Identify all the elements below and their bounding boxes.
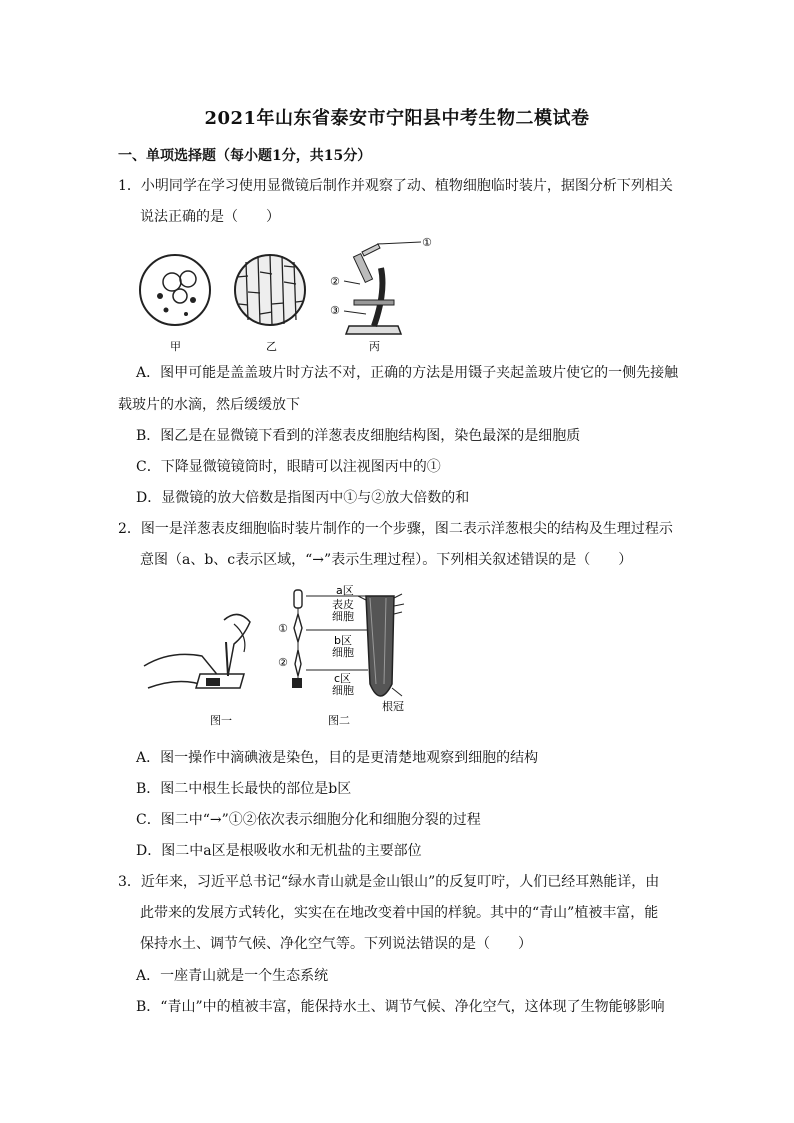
q1-option-a-line2: 载玻片的水滴，然后缓缓放下 <box>118 397 300 413</box>
q2-option-a: A．图一操作中滴碘液是染色，目的是更清楚地观察到细胞的结构 <box>136 750 539 766</box>
page-title: 2021年山东省泰安市宁阳县中考生物二模试卷 <box>204 108 590 129</box>
q2-stem-line2: 意图（a、b、c表示区域，“→”表示生理过程）。下列相关叙述错误的是（ ） <box>140 552 633 568</box>
q1-caption-jia: 甲 <box>170 340 181 353</box>
q1-figure <box>136 232 436 354</box>
label-root-cap: 根冠 <box>382 700 404 713</box>
q1-marker-2: ② <box>330 275 340 288</box>
q1-option-b: B．图乙是在显微镜下看到的洋葱表皮细胞结构图，染色最深的是细胞质 <box>136 428 581 444</box>
q1-marker-1: ① <box>422 236 432 249</box>
figure-bing-microscope <box>344 242 421 334</box>
q3-stem-line2: 此带来的发展方式转化，实实在在地改变着中国的样貌。其中的“青山”植被丰富，能 <box>140 905 659 921</box>
q3-stem-line1: 3．近年来，习近平总书记“绿水青山就是金山银山”的反复叮咛，人们已经耳熟能详，由 <box>118 874 660 890</box>
q2-caption-figure-two: 图二 <box>328 714 350 727</box>
q1-option-d: D．显微镜的放大倍数是指图丙中①与②放大倍数的和 <box>136 490 470 506</box>
q2-marker-2: ② <box>278 656 288 669</box>
label-a-cell-2: 细胞 <box>332 610 354 623</box>
q1-stem-line2: 说法正确的是（ ） <box>140 209 280 225</box>
q2-option-d: D．图二中a区是根吸收水和无机盐的主要部位 <box>136 843 422 859</box>
label-c-zone: c区 <box>334 672 352 685</box>
q2-option-b: B．图二中根生长最快的部位是b区 <box>136 781 352 797</box>
figure-yi-cells <box>235 255 305 325</box>
section-heading: 一、单项选择题（每小题1分，共15分） <box>118 148 372 164</box>
q3-option-a: A．一座青山就是一个生态系统 <box>136 968 329 984</box>
q1-option-a-line1: A．图甲可能是盖盖玻片时方法不对，正确的方法是用镊子夹起盖玻片使它的一侧先接触 <box>136 365 679 381</box>
q1-marker-3: ③ <box>330 304 340 317</box>
label-b-cell: 细胞 <box>332 646 354 659</box>
label-c-cell: 细胞 <box>332 684 354 697</box>
q1-stem-line1: 1．小明同学在学习使用显微镜后制作并观察了动、植物细胞临时装片，据图分析下列相关 <box>118 178 673 194</box>
q2-option-c: C．图二中“→”①②依次表示细胞分化和细胞分裂的过程 <box>136 812 481 828</box>
q2-marker-1: ① <box>278 622 288 635</box>
q1-caption-yi: 乙 <box>266 340 277 353</box>
figure-jia-cells <box>140 255 210 325</box>
label-a-zone: a区 <box>336 584 354 597</box>
label-a-cell-1: 表皮 <box>332 598 354 611</box>
q2-stem-line1: 2．图一是洋葱表皮细胞临时装片制作的一个步骤，图二表示洋葱根尖的结构及生理过程示 <box>118 521 673 537</box>
q1-caption-bing: 丙 <box>369 340 380 353</box>
q3-option-b: B．“青山”中的植被丰富，能保持水土、调节气候、净化空气，这体现了生物能够影响 <box>136 999 665 1015</box>
figure-one-hands <box>144 614 250 688</box>
q2-figure <box>140 584 420 730</box>
label-b-zone: b区 <box>334 634 352 647</box>
q1-option-c: C．下降显微镜镜筒时，眼睛可以注视图丙中的① <box>136 459 441 475</box>
q2-caption-figure-one: 图一 <box>210 714 232 727</box>
q3-stem-line3: 保持水土、调节气候、净化空气等。下列说法错误的是（ ） <box>140 936 532 952</box>
